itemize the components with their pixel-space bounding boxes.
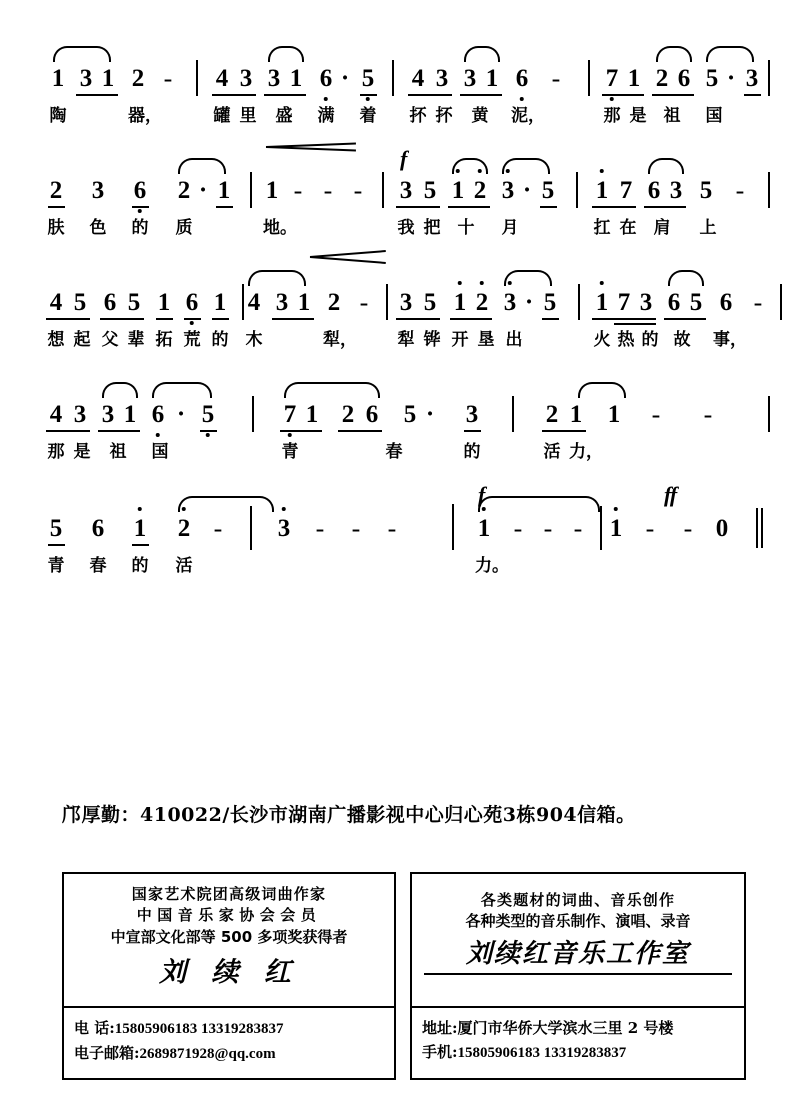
beam	[272, 318, 314, 320]
credential-line: 中国音乐家协会会员	[136, 906, 322, 925]
note-glyph: -	[753, 288, 763, 317]
note-glyph: 6	[151, 401, 165, 428]
beam	[46, 318, 90, 320]
note-glyph: 1	[265, 177, 279, 204]
note-glyph: 5	[689, 289, 703, 316]
note-glyph: -	[387, 514, 397, 543]
credential-line: 中宣部文化部等 500 多项奖获得者	[110, 927, 348, 946]
beam	[664, 318, 706, 320]
note-glyph: 2	[545, 401, 559, 428]
note-glyph: 4	[49, 289, 63, 316]
note-glyph: 1	[627, 65, 641, 92]
beam	[652, 94, 694, 96]
staff-line-5: 5 6 1 2 - 青 春 的 活 3 - - - f 1 - - - 力。 ff 1 - - 0	[0, 478, 808, 588]
note-glyph: 3	[277, 515, 291, 542]
beam	[396, 318, 440, 320]
note-glyph: 7	[619, 177, 633, 204]
note-glyph: -	[353, 176, 363, 205]
beam	[100, 318, 144, 320]
note-glyph: 1	[297, 289, 311, 316]
note-glyph: -	[513, 514, 523, 543]
slur	[53, 46, 111, 62]
mobile-label: 手机:	[422, 1043, 458, 1062]
note-glyph: 3	[465, 401, 479, 428]
staff-line-1: 1 3 1 2 - 陶 器， 4 3 3 1 6 · 5 罐 里 盛 满 着 4 3 3 1 6 - 抔 抔 黄 泥， 7 1 2 6 5 · 3 那 是 祖 国	[0, 28, 808, 138]
note-glyph: 6	[91, 515, 105, 542]
slur	[464, 46, 500, 62]
note-glyph: 6	[515, 65, 529, 92]
beam	[132, 206, 149, 208]
note-glyph: -	[551, 64, 561, 93]
note-glyph: 6	[719, 289, 733, 316]
barline	[768, 60, 770, 96]
card-right-bottom	[412, 1008, 744, 1074]
note-glyph: 1	[101, 65, 115, 92]
note-glyph: -	[703, 400, 713, 429]
beam	[156, 318, 173, 320]
barline	[452, 504, 454, 550]
note-glyph: -	[651, 400, 661, 429]
beam	[464, 430, 481, 432]
note-glyph: -	[163, 64, 173, 93]
note-glyph: 5	[127, 289, 141, 316]
note-glyph: 6	[677, 65, 691, 92]
barline	[588, 60, 590, 96]
beam	[46, 430, 90, 432]
note-glyph: 6	[185, 289, 199, 316]
note-glyph: 2	[341, 401, 355, 428]
beam	[48, 206, 65, 208]
note-glyph: -	[213, 514, 223, 543]
beam	[644, 206, 686, 208]
augmentation-dot: ·	[176, 401, 186, 428]
business-card-left	[62, 872, 396, 1080]
card-left-top	[64, 874, 394, 1008]
note-glyph: 1	[595, 289, 609, 316]
note-glyph: 5	[423, 177, 437, 204]
note-glyph: 5	[49, 515, 63, 542]
note-glyph: 1	[477, 515, 491, 542]
note-glyph: -	[351, 514, 361, 543]
note-glyph: 3	[463, 65, 477, 92]
note-glyph: 1	[217, 177, 231, 204]
augmentation-dot: ·	[522, 177, 532, 204]
note-glyph: 2	[655, 65, 669, 92]
service-line: 各类题材的词曲、音乐创作	[480, 891, 676, 909]
barline	[242, 284, 244, 320]
note-glyph: 5	[73, 289, 87, 316]
note-glyph: 1	[123, 401, 137, 428]
note-glyph: -	[543, 514, 553, 543]
note-glyph: 3	[101, 401, 115, 428]
note-glyph: 6	[647, 177, 661, 204]
note-glyph: 6	[319, 65, 333, 92]
barline	[252, 396, 254, 432]
email-label: 电子邮箱:	[74, 1044, 140, 1063]
augmentation-dot: ·	[340, 65, 350, 92]
note-glyph: 3	[91, 177, 105, 204]
service-line: 各种类型的音乐制作、演唱、录音	[465, 912, 691, 931]
mobile-line	[422, 1040, 734, 1065]
note-glyph: -	[573, 514, 583, 543]
beam	[132, 544, 149, 546]
beam	[592, 206, 636, 208]
dynamic-forte: f	[478, 482, 486, 507]
barline	[576, 172, 578, 208]
dynamic-forte: f	[400, 146, 408, 171]
note-glyph: 3	[267, 65, 281, 92]
note-glyph: 3	[73, 401, 87, 428]
note-glyph: -	[645, 514, 655, 543]
note-glyph: 3	[435, 65, 449, 92]
beam	[744, 94, 761, 96]
dynamic-fortissimo: ff	[664, 482, 677, 507]
beam	[360, 94, 377, 96]
note-glyph: 0	[715, 515, 729, 542]
email-value: 2689871928@qq.com	[139, 1046, 276, 1063]
address-line	[422, 1016, 734, 1040]
note-glyph: 1	[453, 289, 467, 316]
barline	[392, 60, 394, 96]
card-left-bottom	[64, 1008, 394, 1075]
beam	[542, 430, 586, 432]
note-glyph: -	[293, 176, 303, 205]
barline	[780, 284, 782, 320]
note-glyph: -	[359, 288, 369, 317]
note-glyph: 1	[569, 401, 583, 428]
diminuendo-hairpin	[266, 146, 356, 160]
barline	[768, 396, 770, 432]
slur	[648, 158, 684, 174]
note-glyph: 5	[699, 177, 713, 204]
note-glyph: 7	[605, 65, 619, 92]
credential-line: 国家艺术院团高级词曲作家	[131, 885, 327, 903]
note-glyph: 1	[51, 65, 65, 92]
note-glyph: 1	[451, 177, 465, 204]
staff-line-4: 4 3 3 1 6 · 5 那 是 祖 国 7 1 2 6 5 · 3 青 春 的 2 1 1 - - 活 力，	[0, 364, 808, 474]
note-glyph: -	[735, 176, 745, 205]
beam	[592, 318, 656, 320]
note-glyph: 5	[361, 65, 375, 92]
note-glyph: -	[315, 514, 325, 543]
augmentation-dot: ·	[425, 401, 435, 428]
note-glyph: 3	[275, 289, 289, 316]
slur	[284, 382, 380, 398]
barline	[578, 284, 580, 320]
note-glyph: 6	[667, 289, 681, 316]
note-glyph: 2	[131, 65, 145, 92]
signature-name: 刘 续 红	[159, 956, 299, 988]
barline	[386, 284, 388, 320]
note-glyph: 3	[239, 65, 253, 92]
barline	[196, 60, 198, 96]
final-barline	[756, 508, 763, 548]
beam	[200, 430, 217, 432]
note-glyph: 2	[327, 289, 341, 316]
slur	[706, 46, 754, 62]
beam	[602, 94, 644, 96]
note-glyph: 5	[403, 401, 417, 428]
note-glyph: 4	[411, 65, 425, 92]
note-glyph: 2	[473, 177, 487, 204]
studio-name: 刘续红音乐工作室	[465, 938, 690, 969]
barline	[382, 172, 384, 208]
note-glyph: 3	[639, 289, 653, 316]
note-glyph: 3	[501, 177, 515, 204]
note-glyph: 5	[201, 401, 215, 428]
slur	[578, 382, 626, 398]
barline	[768, 172, 770, 208]
mobile-value: 15805906183 13319283837	[457, 1045, 627, 1062]
note-glyph: 3	[503, 289, 517, 316]
business-card-right	[410, 872, 746, 1080]
slur	[178, 158, 226, 174]
note-glyph: 1	[305, 401, 319, 428]
note-glyph: 6	[133, 177, 147, 204]
note-glyph: 3	[399, 289, 413, 316]
note-glyph: 1	[609, 515, 623, 542]
note-glyph: -	[323, 176, 333, 205]
beam	[98, 430, 140, 432]
composer-address-credit: 邝厚勤：410022/长沙市湖南广播影视中心归心苑3栋904信箱。	[62, 804, 636, 826]
slur	[248, 270, 306, 286]
note-glyph: 1	[485, 65, 499, 92]
business-cards	[0, 872, 808, 1092]
phone-line	[74, 1016, 384, 1041]
note-glyph: 1	[595, 177, 609, 204]
crescendo-hairpin	[310, 256, 386, 270]
augmentation-dot: ·	[726, 65, 736, 92]
note-glyph: 4	[49, 401, 63, 428]
beam	[338, 430, 382, 432]
beam	[540, 206, 557, 208]
barline	[512, 396, 514, 432]
beam	[264, 94, 306, 96]
note-glyph: 7	[283, 401, 297, 428]
slur	[102, 382, 138, 398]
slur	[478, 496, 600, 512]
note-glyph: 3	[745, 65, 759, 92]
augmentation-dot: ·	[198, 177, 208, 204]
note-glyph: 4	[247, 289, 261, 316]
phone-label: 电 话:	[74, 1019, 115, 1037]
barline	[600, 506, 602, 550]
note-glyph: 2	[177, 515, 191, 542]
staff-line-2: 2 3 6 2 · 1 肤 色 的 质 1 - - - 地。 f 3 5 1 2 3 · 5 我 把 十 月 1 7 6 3 5 - 扛 在 肩 上	[0, 140, 808, 250]
note-glyph: 2	[475, 289, 489, 316]
note-glyph: 1	[289, 65, 303, 92]
note-glyph: 2	[49, 177, 63, 204]
note-glyph: 6	[365, 401, 379, 428]
note-glyph: 6	[103, 289, 117, 316]
note-glyph: 5	[543, 289, 557, 316]
beam	[184, 318, 201, 320]
email-line	[74, 1041, 384, 1066]
slur	[178, 496, 274, 512]
note-glyph: 3	[79, 65, 93, 92]
beam	[408, 94, 452, 96]
beam	[396, 206, 440, 208]
note-glyph: 5	[705, 65, 719, 92]
note-glyph: 3	[669, 177, 683, 204]
divider	[424, 973, 732, 975]
staff-line-3: 4 5 6 5 1 6 1 想 起 父 辈 拓 荒 的 4 3 1 2 - 木 犁， 3 5 1 2 3 · 5 犁 铧 开 垦 出 1 7 3 6 5 6 - 火 热 的 故 事，	[0, 252, 808, 362]
slur	[152, 382, 212, 398]
beam	[48, 544, 65, 546]
address-label: 地址:	[422, 1019, 458, 1037]
augmentation-dot: ·	[524, 289, 534, 316]
phone-value: 15805906183 13319283837	[114, 1021, 284, 1037]
note-glyph: -	[683, 514, 693, 543]
address-value: 厦门市华侨大学滨水三里 2 号楼	[457, 1019, 674, 1037]
note-glyph: 4	[215, 65, 229, 92]
note-glyph: 1	[157, 289, 171, 316]
beam	[212, 94, 256, 96]
beam	[280, 430, 322, 432]
slur	[668, 270, 704, 286]
note-glyph: 1	[213, 289, 227, 316]
beam	[614, 323, 656, 325]
beam	[216, 206, 233, 208]
slur	[268, 46, 304, 62]
barline	[250, 506, 252, 550]
note-glyph: 5	[541, 177, 555, 204]
beam	[212, 318, 229, 320]
note-glyph: 2	[177, 177, 191, 204]
note-glyph: 1	[133, 515, 147, 542]
beam	[450, 318, 492, 320]
note-glyph: 5	[423, 289, 437, 316]
note-glyph: 3	[399, 177, 413, 204]
beam	[460, 94, 502, 96]
beam	[76, 94, 118, 96]
note-glyph: 7	[617, 289, 631, 316]
slur	[656, 46, 692, 62]
note-glyph: 1	[607, 401, 621, 428]
card-right-top	[412, 874, 744, 1008]
beam	[542, 318, 559, 320]
barline	[250, 172, 252, 208]
beam	[448, 206, 490, 208]
